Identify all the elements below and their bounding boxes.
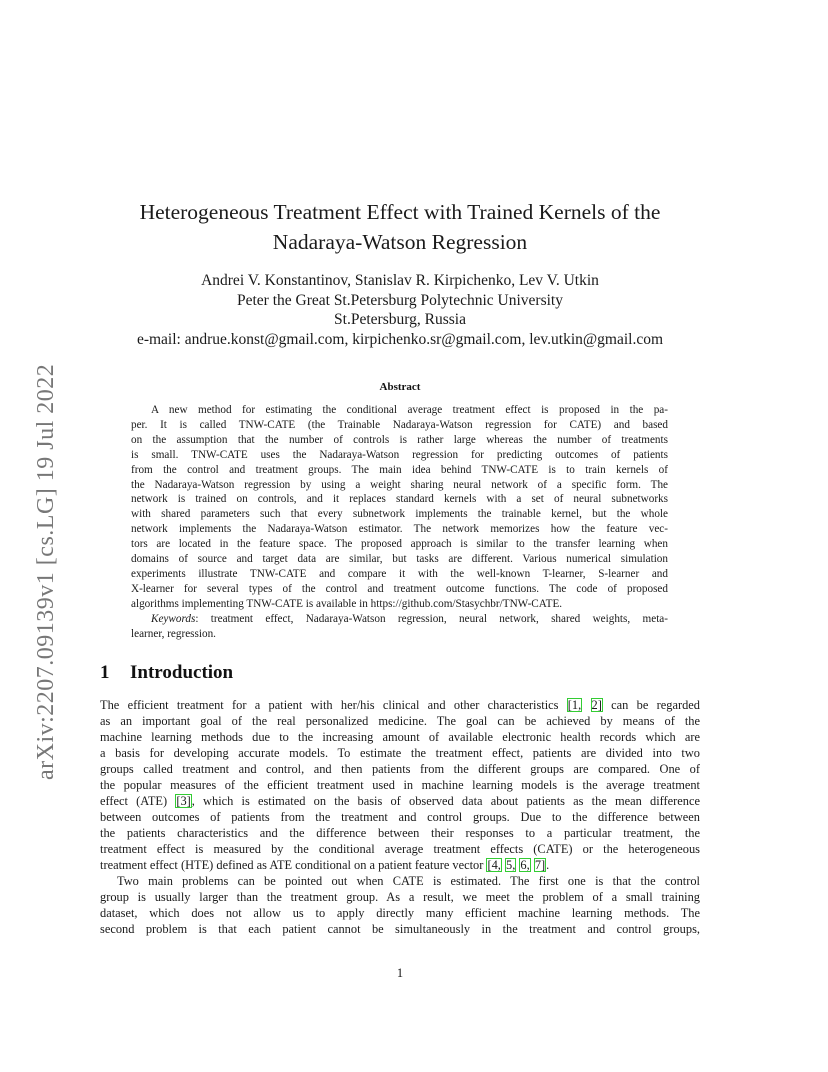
- body-line: the patients characteristics and the difference between their responses to a particular treatment, the: [100, 826, 700, 840]
- keywords-line-2: learner, regression.: [131, 627, 216, 640]
- body-line: dataset, which does not allow us to apply directly many efficient machine learning methods. The: [100, 906, 700, 920]
- citation-link[interactable]: [4,: [487, 858, 501, 872]
- body-line: the popular measures of the efficient treatment used in machine learning models is the average treatment: [100, 778, 700, 792]
- abstract-line: is small. TNW-CATE uses the Nadaraya-Watson regression for predicting outcomes of patients: [131, 448, 668, 461]
- citation-link[interactable]: 2]: [591, 698, 602, 712]
- abstract-line: the Nadaraya-Watson regression by using a weight sharing neural network of a specific form. The: [131, 478, 668, 491]
- body-text: The efficient treatment for a patient with her/his clinical and other characteristics: [100, 698, 567, 712]
- abstract-line: per. It is called TNW-CATE (the Trainable Nadaraya-Watson regression for CATE) and based: [131, 418, 668, 431]
- abstract-heading: Abstract: [379, 381, 421, 393]
- section-heading: [100, 661, 233, 685]
- citation-link[interactable]: 5,: [506, 858, 516, 872]
- abstract-line: X-learner for several types of the control and treatment outcome functions. The code of proposed: [131, 582, 668, 595]
- citation-link[interactable]: 7]: [534, 858, 546, 872]
- author-names: Andrei V. Konstantinov, Stanislav R. Kirpichenko, Lev V. Utkin: [201, 272, 599, 289]
- body-line: second problem is that each patient cannot be simultaneously in the treatment and control groups,: [100, 922, 700, 936]
- abstract-line: on the assumption that the number of controls is rather large whereas the number of treatments: [131, 433, 668, 446]
- abstract-line: algorithms implementing TNW-CATE is available in https://github.com/Stasychbr/TNW-CATE.: [131, 597, 563, 610]
- keywords-text: : treatment effect, Nadaraya-Watson regression, neural network, shared weights, meta-: [195, 612, 668, 625]
- body-line: machine learning methods due to the increasing amount of available electronic health records which are: [100, 730, 700, 744]
- author-emails: e-mail: andrue.konst@gmail.com, kirpichenko.sr@gmail.com, lev.utkin@gmail.com: [136, 330, 664, 348]
- abstract-line: with shared parameters such that every subnetwork implements the trainable kernel, but the whole: [131, 508, 668, 521]
- keywords-label: Keywords: [151, 612, 196, 625]
- body-text: , which is estimated on the basis of observed data about patients as the mean difference: [191, 794, 700, 808]
- section-title: Introduction: [130, 662, 234, 683]
- section-number: 1: [100, 662, 110, 683]
- body-line: groups called treatment and control, and then patients from the different groups are compared. One of: [100, 762, 700, 776]
- abstract-line: from the control and treatment groups. The main idea behind TNW-CATE is to train kernels of: [131, 463, 668, 476]
- introduction-body: [100, 697, 700, 937]
- author-block: [100, 271, 700, 349]
- body-text: can be regarded: [602, 698, 700, 712]
- citation-link[interactable]: 6,: [520, 858, 530, 872]
- body-line: a basis for developing accurate models. To estimate the treatment effect, patients are divided into two: [100, 746, 700, 760]
- body-line: Two main problems can be pointed out when CATE is estimated. The first one is that the control: [117, 874, 700, 888]
- body-text: .: [546, 858, 550, 872]
- arxiv-stamp: arXiv:2207.09139v1 [cs.LG] 19 Jul 2022: [33, 363, 59, 780]
- title-line-2: Nadaraya-Watson Regression: [272, 230, 528, 254]
- paper-title: [100, 197, 700, 257]
- abstract-line: A new method for estimating the conditional average treatment effect is proposed in the pa-: [151, 404, 668, 416]
- body-line: [100, 857, 700, 873]
- body-line: group is usually larger than the treatment group. As a result, we meet the problem of a small training: [100, 890, 700, 904]
- abstract-line: domains of source and target data are similar, but tasks are different. Various numerical simulation: [131, 553, 668, 566]
- body-line: treatment effect is measured by the conditional average treatment effects (CATE) or the heterogeneous: [100, 842, 700, 856]
- body-line: between outcomes of patients from the treatment and control groups. Due to the difference between: [100, 810, 700, 824]
- title-line-1: Heterogeneous Treatment Effect with Trained Kernels of the: [139, 200, 661, 224]
- author-affiliation: Peter the Great St.Petersburg Polytechnic University: [236, 291, 563, 309]
- citation-link[interactable]: [1,: [567, 698, 582, 712]
- author-location: St.Petersburg, Russia: [334, 311, 466, 328]
- page-number: 1: [396, 966, 404, 980]
- abstract-line: network implements the Nadaraya-Watson estimator. The network memorizes how the feature vec-: [131, 523, 668, 536]
- body-line: as an important goal of the real personalized medicine. The goal can be achieved by means of the: [100, 714, 700, 728]
- abstract-line: network is trained on controls, and it replaces standard kernels with a set of neural subnetworks: [131, 493, 668, 506]
- body-line: [100, 697, 700, 713]
- abstract-line: tors are located in the feature space. The proposed approach is similar to the transfer learning when: [131, 538, 668, 551]
- abstract-line: experiments illustrate TNW-CATE and compare it with the well-known T-learner, S-learner and: [131, 567, 668, 580]
- keywords-line: [131, 612, 668, 627]
- body-line: [100, 793, 700, 809]
- citation-link[interactable]: [3]: [176, 794, 191, 808]
- body-text: effect (ATE): [100, 794, 176, 808]
- body-text: treatment effect (HTE) defined as ATE conditional on a patient feature vector: [100, 858, 487, 872]
- abstract-body: [131, 403, 668, 642]
